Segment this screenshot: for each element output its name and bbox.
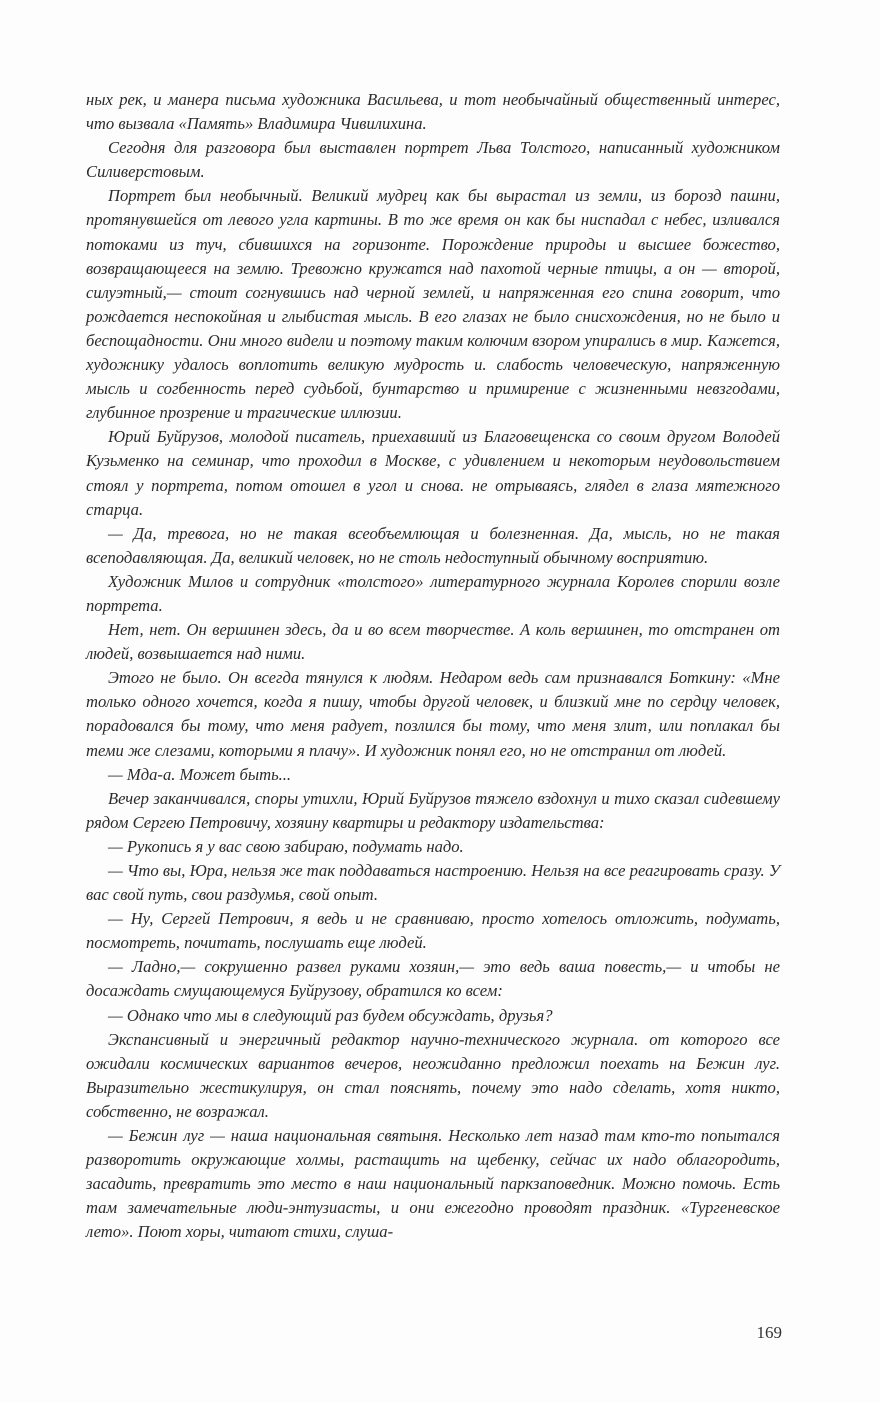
- paragraph-17: — Бежин луг — наша национальная святыня. Несколько лет назад там кто-то попытался разворотить окружающие холмы, растащить на щебенку, сейчас их надо облагородить, засадить, превратить это место в наш национальный паркзаповедник. Можно помочь. Есть там замечательные люди-энтузиасты, и они ежегодно проводят праздник. «Тургеневское лето». Поют хоры, читают стихи, слуша-: [86, 1126, 780, 1242]
- paragraph-4: Юрий Буйрузов, молодой писатель, приехавший из Благовещенска со своим другом Володей Кузьменко на семинар, что проходил в Москве, с удивлением и некоторым неудовольствием стоял у портрета, потом отошел в угол и снова. не отрываясь, глядел в глаза мятежного старца.: [86, 427, 780, 519]
- page-number: 169: [756, 1323, 782, 1342]
- paragraph-16: Экспансивный и энергичный редактор научно-технического журнала. от которого все ожидали космических вариантов вечеров, неожиданно предложил поехать на Бежин луг. Выразительно жестикулируя, он стал пояснять, почему это надо сделать, хотя никто, собственно, не возражал.: [86, 1029, 780, 1121]
- paragraph-2: Сегодня для разговора был выставлен портрет Льва Толстого, написанный художником Силиверстовым.: [86, 138, 780, 182]
- body-text: [86, 88, 780, 1245]
- paragraph-3: Портрет был необычный. Великий мудрец как бы вырастал из земли, из борозд пашни, протянувшейся от левого угла картины. В то же время он как бы ниспадал с небес, изливался потоками из туч, сбившихся на горизонте. Порождение природы и высшее божество, возвращающееся на землю. Тревожно кружатся над пахотой черные птицы, а он — второй, силуэтный,— стоит согнувшись над черной землей, и напряженная его спина говорит, что рождается неспокойная и глыбистая мысль. В его глазах не было снисхождения, но не было и беспощадности. Они много видели и поэтому таким колючим взором упирались в мир. Кажется, художнику удалось воплотить великую мудрость и. слабость человеческую, напряженную мысль и согбенность перед судьбой, бунтарство и примирение с жизненными невзгодами, глубинное прозрение и трагические иллюзии.: [86, 186, 780, 423]
- paragraph-14: — Ладно,— сокрушенно развел руками хозяин,— это ведь ваша повесть,— и чтобы не досаждать смущающемуся Буйрузову, обратился ко всем:: [86, 957, 780, 1001]
- paragraph-10: Вечер заканчивался, споры утихли, Юрий Буйрузов тяжело вздохнул и тихо сказал сидевшему рядом Сергею Петровичу, хозяину квартиры и редактору издательства:: [86, 788, 780, 832]
- paragraph-6: Художник Милов и сотрудник «толстого» литературного журнала Королев спорили возле портрета.: [86, 571, 780, 615]
- paragraph-13: — Ну, Сергей Петрович, я ведь и не сравниваю, просто хотелось отложить, подумать, посмотреть, почитать, послушать еще людей.: [86, 909, 780, 953]
- paragraph-12: — Что вы, Юра, нельзя же так поддаваться настроению. Нельзя на все реагировать сразу. У вас свой путь, свои раздумья, свой опыт.: [86, 861, 780, 905]
- paragraph-5: — Да, тревога, но не такая всеобъемлющая и болезненная. Да, мысль, но не такая всеподавляющая. Да, великий человек, но не столь недоступный обычному восприятию.: [86, 523, 780, 567]
- paragraph-9: — Мда-а. Может быть...: [108, 764, 292, 784]
- paragraph-8: Этого не было. Он всегда тянулся к людям. Недаром ведь сам признавался Боткину: «Мне только одного хочется, когда я пишу, чтобы другой человек, и близкий мне по сердцу человек, порадовался бы тому, что меня радует, позлился бы тому, что меня злит, или поплакал бы теми же слезами, которыми я плачу». И художник понял его, но не отстранил от людей.: [86, 668, 780, 760]
- paragraph-15: — Однако что мы в следующий раз будем обсуждать, друзья?: [108, 1005, 553, 1025]
- paragraph-7: Нет, нет. Он вершинен здесь, да и во всем творчестве. А коль вершинен, то отстранен от людей, возвышается над ними.: [86, 620, 780, 664]
- paragraph-11: — Рукопись я у вас свою забираю, подумать надо.: [108, 836, 464, 856]
- paragraph-1: ных рек, и манера письма художника Васильева, и тот необычайный общественный интерес, что вызвала «Память» Владимира Чивилихина.: [86, 90, 780, 134]
